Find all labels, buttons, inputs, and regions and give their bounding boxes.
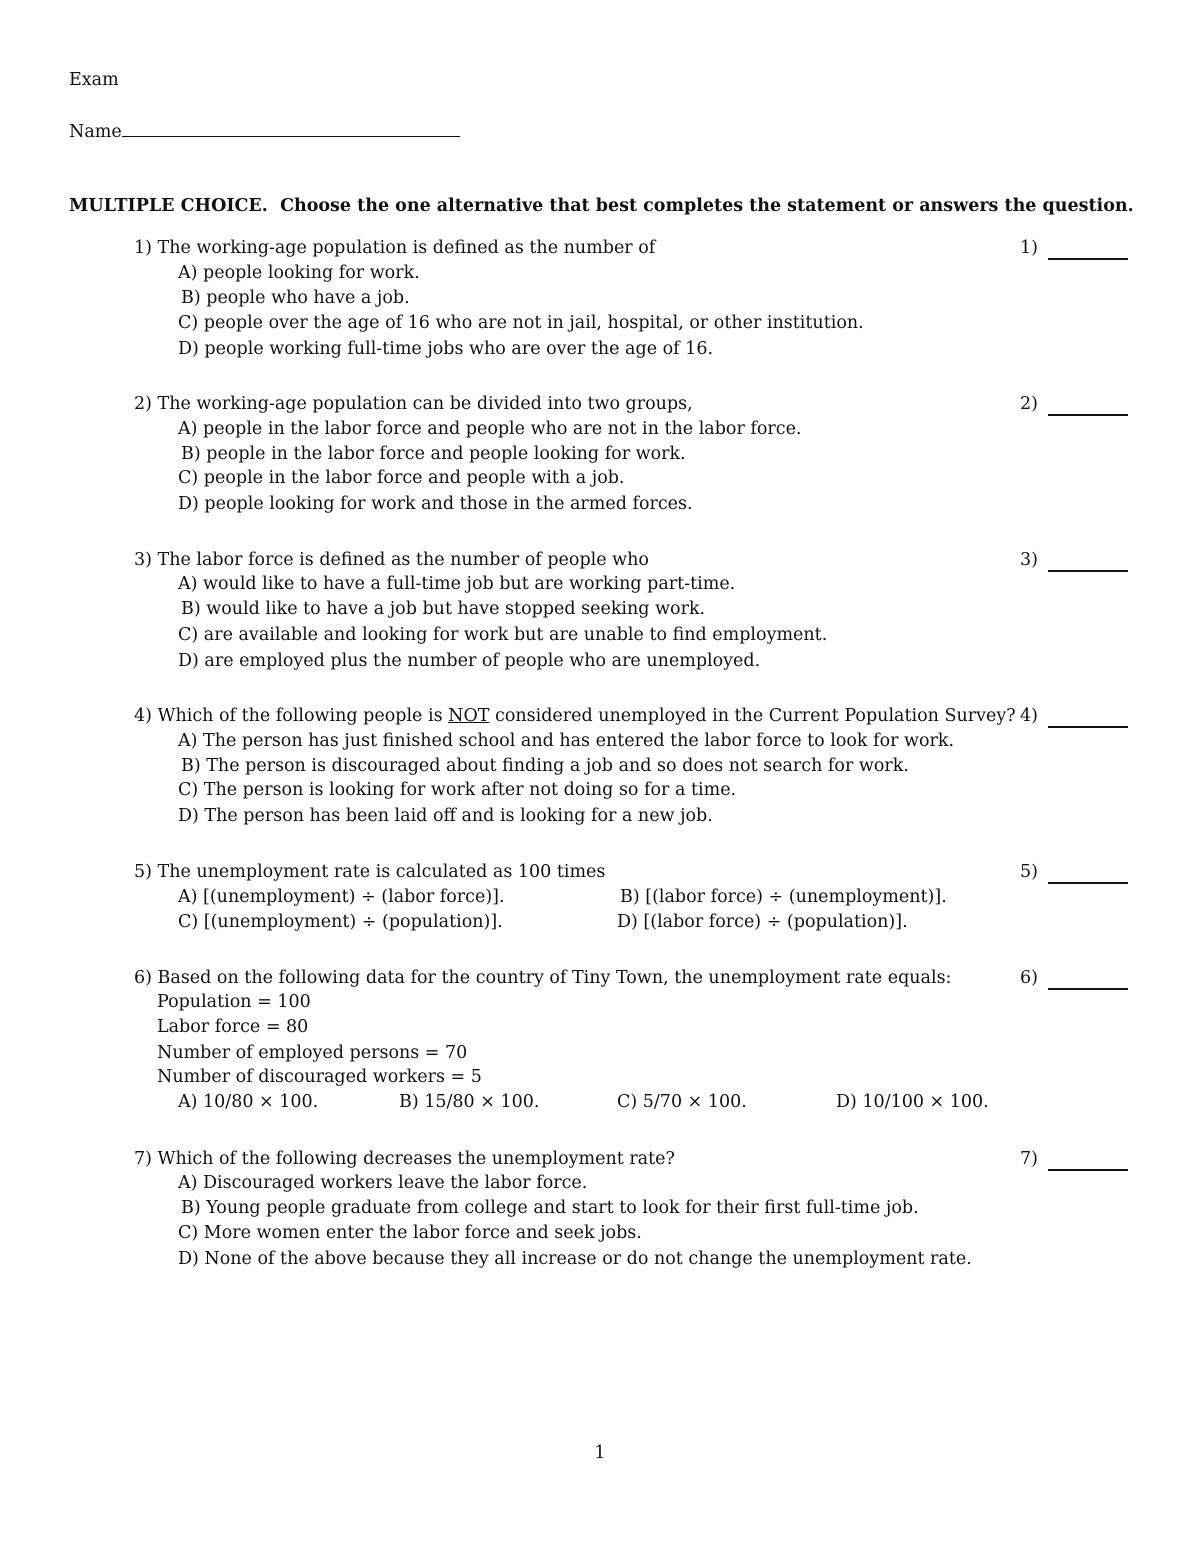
- answer-number: 2): [1020, 394, 1038, 414]
- option-c[interactable]: C) people over the age of 16 who are not in jail, hospital, or other institution.: [178, 313, 864, 333]
- page-number: 1: [594, 1443, 606, 1463]
- answer-number: 5): [1020, 862, 1038, 882]
- option-c[interactable]: C) More women enter the labor force and seek jobs.: [178, 1223, 642, 1243]
- option-a[interactable]: A) people in the labor force and people who are not in the labor force.: [178, 419, 802, 439]
- question-stem: 1) The working-age population is defined as the number of: [134, 238, 656, 258]
- option-c[interactable]: C) are available and looking for work but are unable to find employment.: [178, 625, 828, 645]
- stem-post: considered unemployed in the Current Population Survey?: [489, 706, 1016, 726]
- option-b[interactable]: B) 15/80 × 100.: [399, 1092, 540, 1112]
- answer-blank[interactable]: [1048, 882, 1128, 884]
- question-stem: 2) The working-age population can be divided into two groups,: [134, 394, 693, 414]
- option-b[interactable]: B) people in the labor force and people looking for work.: [181, 444, 686, 464]
- name-label: Name: [69, 122, 122, 142]
- answer-blank[interactable]: [1048, 258, 1128, 260]
- option-d[interactable]: D) The person has been laid off and is looking for a new job.: [178, 806, 713, 826]
- option-c[interactable]: C) [(unemployment) ÷ (population)].: [178, 912, 503, 932]
- option-a[interactable]: A) would like to have a full-time job but are working part-time.: [178, 574, 736, 594]
- answer-number: 7): [1020, 1149, 1038, 1169]
- option-d[interactable]: D) None of the above because they all increase or do not change the unemployment rate.: [178, 1249, 972, 1269]
- option-a[interactable]: A) [(unemployment) ÷ (labor force)].: [178, 887, 505, 907]
- question-stem: [134, 705, 1016, 727]
- instructions: [69, 195, 1134, 217]
- data-line: Labor force = 80: [157, 1017, 309, 1037]
- answer-blank[interactable]: [1048, 726, 1128, 728]
- question-stem: 3) The labor force is defined as the number of people who: [134, 550, 649, 570]
- question-stem: 7) Which of the following decreases the unemployment rate?: [134, 1149, 675, 1169]
- option-c[interactable]: C) The person is looking for work after not doing so for a time.: [178, 780, 737, 800]
- answer-blank[interactable]: [1048, 570, 1128, 572]
- name-field[interactable]: [69, 120, 460, 143]
- question-stem: 5) The unemployment rate is calculated as 100 times: [134, 862, 606, 882]
- data-line: Population = 100: [157, 992, 311, 1012]
- option-a[interactable]: A) people looking for work.: [178, 263, 420, 283]
- data-line: Number of discouraged workers = 5: [157, 1067, 482, 1087]
- instructions-text: Choose the one alternative that best completes the statement or answers the question.: [280, 196, 1134, 216]
- option-b[interactable]: B) The person is discouraged about finding a job and so does not search for work.: [181, 756, 909, 776]
- question-stem: 6) Based on the following data for the country of Tiny Town, the unemployment rate equals:: [134, 968, 952, 988]
- option-a[interactable]: A) Discouraged workers leave the labor force.: [178, 1173, 588, 1193]
- stem-pre: 4) Which of the following people is: [134, 706, 449, 726]
- option-b[interactable]: B) Young people graduate from college and start to look for their first full-time job.: [181, 1198, 919, 1218]
- option-d[interactable]: D) are employed plus the number of people who are unemployed.: [178, 651, 761, 671]
- answer-number: 4): [1020, 706, 1038, 726]
- exam-title: Exam: [69, 70, 119, 90]
- option-d[interactable]: D) 10/100 × 100.: [836, 1092, 989, 1112]
- option-c[interactable]: C) 5/70 × 100.: [617, 1092, 747, 1112]
- answer-blank[interactable]: [1048, 414, 1128, 416]
- option-a[interactable]: A) 10/80 × 100.: [178, 1092, 319, 1112]
- stem-emphasis: NOT: [448, 706, 490, 726]
- option-d[interactable]: D) people looking for work and those in the armed forces.: [178, 494, 693, 514]
- answer-blank[interactable]: [1048, 988, 1128, 990]
- answer-number: 6): [1020, 968, 1038, 988]
- option-a[interactable]: A) The person has just finished school and has entered the labor force to look for work.: [178, 731, 955, 751]
- option-b[interactable]: B) [(labor force) ÷ (unemployment)].: [620, 887, 947, 907]
- option-d[interactable]: D) people working full-time jobs who are over the age of 16.: [178, 339, 714, 359]
- name-blank-line[interactable]: [122, 120, 460, 137]
- option-b[interactable]: B) people who have a job.: [181, 288, 410, 308]
- answer-number: 1): [1020, 238, 1038, 258]
- data-line: Number of employed persons = 70: [157, 1043, 468, 1063]
- instructions-lead: MULTIPLE CHOICE.: [69, 196, 268, 216]
- option-b[interactable]: B) would like to have a job but have stopped seeking work.: [181, 599, 706, 619]
- option-c[interactable]: C) people in the labor force and people with a job.: [178, 468, 625, 488]
- answer-blank[interactable]: [1048, 1169, 1128, 1171]
- option-d[interactable]: D) [(labor force) ÷ (population)].: [617, 912, 908, 932]
- answer-number: 3): [1020, 550, 1038, 570]
